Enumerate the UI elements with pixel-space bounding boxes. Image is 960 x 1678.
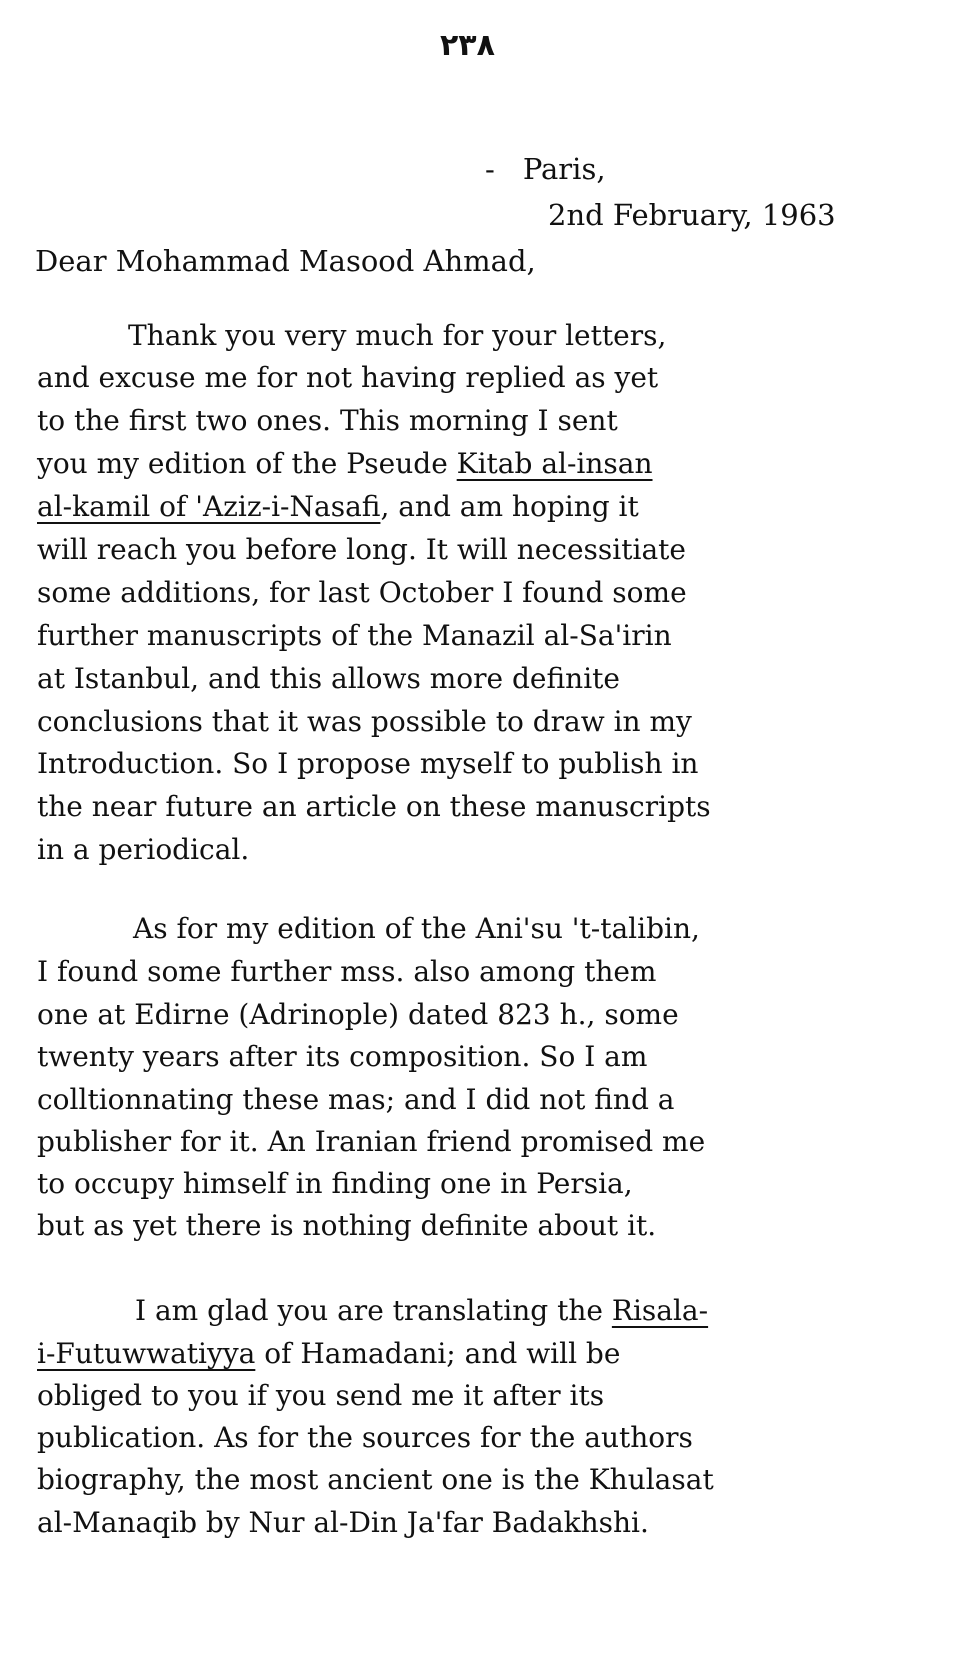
letter-place — [485, 152, 606, 186]
paragraph3-line: obliged to you if you send me it after its — [37, 1379, 605, 1412]
paragraph1-line: in a periodical. — [37, 833, 250, 866]
page-number: ٢٣٨ — [440, 28, 495, 63]
line-text: I am glad you are translating the — [135, 1294, 612, 1327]
paragraph1-line: Introduction. So I propose myself to publish in — [37, 747, 699, 780]
paragraph1-line: at Istanbul, and this allows more definite — [37, 662, 620, 695]
line-text: of Hamadani; and will be — [255, 1337, 621, 1370]
paragraph2-line: twenty years after its composition. So I am — [37, 1040, 648, 1073]
book-title-risala: Risala- — [611, 1294, 709, 1327]
paragraph2-line: but as yet there is nothing definite about it. — [37, 1209, 657, 1242]
paragraph1-line: conclusions that it was possible to draw in my — [37, 705, 692, 738]
salutation: Dear Mohammad Masood Ahmad, — [35, 244, 536, 278]
paragraph2-line: to occupy himself in finding one in Persia, — [37, 1167, 633, 1200]
paragraph1-line: will reach you before long. It will necessitiate — [37, 533, 686, 566]
line-text: , and am hoping it — [380, 490, 639, 523]
place-text: Paris, — [522, 152, 606, 186]
paragraph1-line — [37, 446, 653, 482]
paragraph1-line: some additions, for last October I found some — [37, 576, 687, 609]
paragraph1-line — [37, 489, 639, 525]
book-title-kitab-al-insan: Kitab al-insan — [456, 447, 653, 480]
paragraph3-line: biography, the most ancient one is the Khulasat — [37, 1463, 714, 1496]
line-text: you my edition of the Pseude — [37, 447, 457, 480]
paragraph1-line: further manuscripts of the Manazil al-Sa'irin — [37, 619, 672, 652]
paragraph3-line: al-Manaqib by Nur al-Din Ja'far Badakhshi. — [37, 1506, 649, 1539]
paragraph2-line: colltionnating these mas; and I did not find a — [37, 1083, 675, 1116]
book-title-al-kamil: al-kamil of 'Aziz-i-Nasafi — [37, 490, 381, 523]
place-dash: - — [485, 152, 495, 186]
book-title-futuwwatiyya: i-Futuwwatiyya — [37, 1337, 256, 1370]
paragraph3-line — [37, 1336, 620, 1372]
paragraph3-line — [135, 1293, 708, 1329]
paragraph2-line: I found some further mss. also among them — [37, 955, 657, 988]
paragraph1-line: Thank you very much for your letters, — [128, 319, 667, 352]
paragraph1-line: to the first two ones. This morning I sent — [37, 404, 618, 437]
paragraph3-line: publication. As for the sources for the authors — [37, 1421, 693, 1454]
paragraph1-line: the near future an article on these manuscripts — [37, 790, 711, 823]
paragraph2-line: As for my edition of the Ani'su 't-talibin, — [133, 912, 700, 945]
paragraph2-line: one at Edirne (Adrinople) dated 823 h., some — [37, 998, 679, 1031]
paragraph2-line: publisher for it. An Iranian friend promised me — [37, 1125, 706, 1158]
paragraph1-line: and excuse me for not having replied as yet — [37, 361, 659, 394]
letter-date: 2nd February, 1963 — [548, 198, 836, 232]
